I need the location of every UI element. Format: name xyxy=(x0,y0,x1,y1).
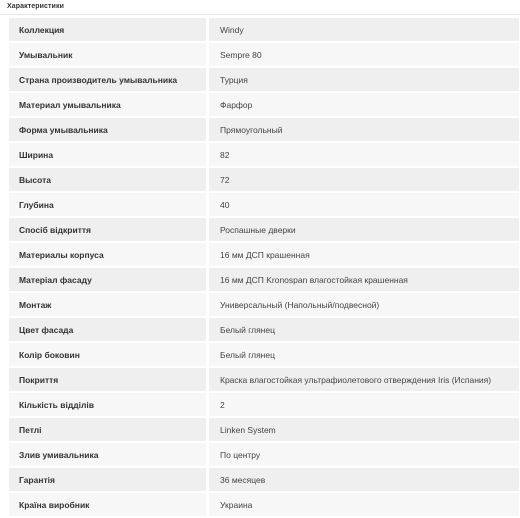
spec-value: Турция xyxy=(209,68,519,91)
section-title: Характеристики xyxy=(7,3,64,10)
spec-value: 16 мм ДСП крашенная xyxy=(209,243,519,266)
spec-label: Цвет фасада xyxy=(9,318,206,341)
spec-row-warranty xyxy=(9,468,519,491)
spec-row-height xyxy=(9,168,519,191)
spec-label: Матеріал фасаду xyxy=(9,268,206,291)
spec-row-depth xyxy=(9,193,519,216)
spec-value: 16 мм ДСП Kronospan влагостойкая крашенная xyxy=(209,268,519,291)
spec-row-washbasin xyxy=(9,43,519,66)
spec-value: 72 xyxy=(209,168,519,191)
spec-label: Злив умивальника xyxy=(9,443,206,466)
spec-label: Умывальник xyxy=(9,43,206,66)
spec-value: Белый глянец xyxy=(209,318,519,341)
spec-label: Материалы корпуса xyxy=(9,243,206,266)
spec-label: Колір боковин xyxy=(9,343,206,366)
spec-label: Коллекция xyxy=(9,18,206,41)
spec-label: Монтаж xyxy=(9,293,206,316)
spec-value: 2 xyxy=(209,393,519,416)
spec-label: Країна виробник xyxy=(9,493,206,516)
spec-row-body-material xyxy=(9,243,519,266)
spec-value: Windy xyxy=(209,18,519,41)
spec-label: Гарантія xyxy=(9,468,206,491)
spec-row-facade-material xyxy=(9,268,519,291)
spec-value: Украина xyxy=(209,493,519,516)
spec-value: Sempre 80 xyxy=(209,43,519,66)
spec-value: Прямоугольный xyxy=(209,118,519,141)
spec-value: 40 xyxy=(209,193,519,216)
spec-label: Покриття xyxy=(9,368,206,391)
spec-label: Спосіб відкриття xyxy=(9,218,206,241)
spec-row-facade-color xyxy=(9,318,519,341)
title-divider xyxy=(0,14,520,15)
spec-value: Белый глянец xyxy=(209,343,519,366)
spec-row-mounting xyxy=(9,293,519,316)
spec-value: Краска влагостойкая ультрафиолетового отверждения Iris (Испания) xyxy=(209,368,519,391)
spec-value: Linken System xyxy=(209,418,519,441)
spec-value: По центру xyxy=(209,443,519,466)
specs-table xyxy=(9,18,519,518)
spec-row-washbasin-shape xyxy=(9,118,519,141)
spec-label: Материал умывальника xyxy=(9,93,206,116)
spec-label: Кількість відділів xyxy=(9,393,206,416)
spec-row-width xyxy=(9,143,519,166)
spec-value: 36 месяцев xyxy=(209,468,519,491)
spec-value: Универсальный (Напольный/подвесной) xyxy=(209,293,519,316)
spec-label: Глубина xyxy=(9,193,206,216)
spec-label: Петлі xyxy=(9,418,206,441)
spec-row-washbasin-material xyxy=(9,93,519,116)
spec-row-hinges xyxy=(9,418,519,441)
spec-label: Форма умывальника xyxy=(9,118,206,141)
spec-label: Высота xyxy=(9,168,206,191)
spec-row-collection xyxy=(9,18,519,41)
spec-row-coating xyxy=(9,368,519,391)
spec-label: Ширина xyxy=(9,143,206,166)
spec-row-side-color xyxy=(9,343,519,366)
spec-row-drain xyxy=(9,443,519,466)
spec-row-opening-method xyxy=(9,218,519,241)
spec-row-washbasin-country xyxy=(9,68,519,91)
spec-row-manufacturer-country xyxy=(9,493,519,516)
spec-value: 82 xyxy=(209,143,519,166)
spec-label: Страна производитель умывальника xyxy=(9,68,206,91)
spec-row-sections-count xyxy=(9,393,519,416)
spec-value: Фарфор xyxy=(209,93,519,116)
spec-value: Роспашные дверки xyxy=(209,218,519,241)
